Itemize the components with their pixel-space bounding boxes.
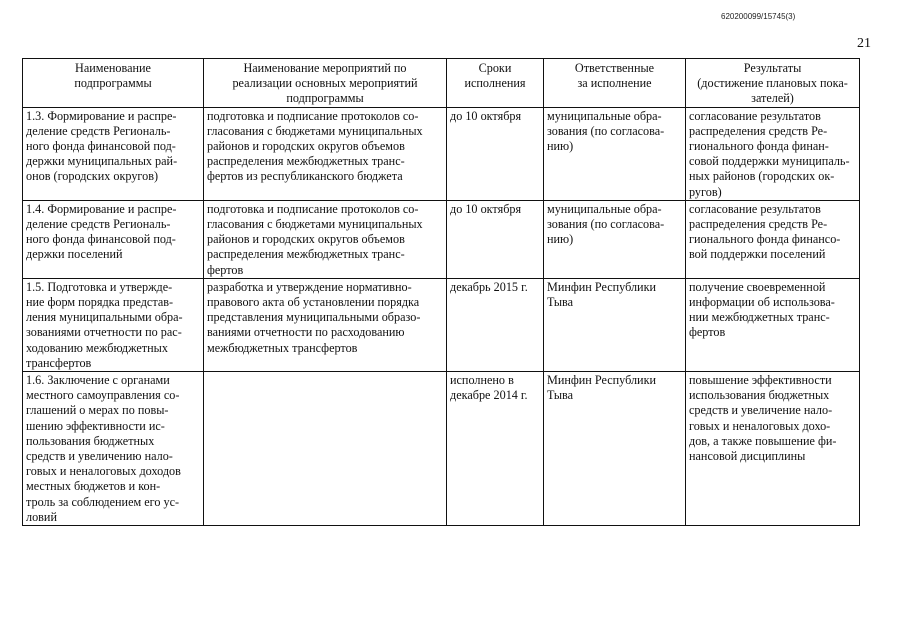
cell-results: повышение эффективности использования бюджетных средств и увеличение нало- говых и неналоговых дохо- дов, а также повышение фи- нансовой дисциплины <box>686 372 860 526</box>
document-code: 620200099/15745(3) <box>721 12 796 21</box>
cell-subprogram: 1.4. Формирование и распре- деление средств Региональ- ного фонда финансовой под- держки поселений <box>23 200 204 278</box>
cell-deadline: до 10 октября <box>447 107 544 200</box>
table-header-row <box>23 59 860 108</box>
cell-responsible: Минфин Республики Тыва <box>544 372 686 526</box>
table-row <box>23 278 860 371</box>
header-subprogram: Наименование подпрограммы <box>23 59 204 108</box>
cell-results: согласование результатов распределения средств Ре- гионального фонда финансо- вой поддержки поселений <box>686 200 860 278</box>
cell-measures <box>204 372 447 526</box>
page-number: 21 <box>857 36 871 51</box>
cell-subprogram: 1.6. Заключение с органами местного самоуправления со- глашений о мерах по повы- шению эффективности ис- пользования бюджетных средств и увеличению нало- говых и неналоговых доходов местных бюджетов и кон- троль за соблюдением его ус- ловий <box>23 372 204 526</box>
cell-subprogram: 1.3. Формирование и распре- деление средств Региональ- ного фонда финансовой под- держки муниципальных рай- онов (городских округов) <box>23 107 204 200</box>
table-row <box>23 372 860 526</box>
header-responsible: Ответственные за исполнение <box>544 59 686 108</box>
cell-results: согласование результатов распределения средств Ре- гионального фонда финан- совой поддержки муниципаль- ных районов (городских ок- ругов) <box>686 107 860 200</box>
header-measures: Наименование мероприятий по реализации основных мероприятий подпрограммы <box>204 59 447 108</box>
cell-responsible: муниципальные обра- зования (по согласова- нию) <box>544 107 686 200</box>
cell-deadline: декабрь 2015 г. <box>447 278 544 371</box>
cell-measures: разработка и утверждение нормативно- правового акта об установлении порядка представления муниципальными образо- ваниями отчетности по расходованию межбюджетных трансфертов <box>204 278 447 371</box>
cell-deadline: исполнено в декабре 2014 г. <box>447 372 544 526</box>
table-row <box>23 200 860 278</box>
cell-responsible: Минфин Республики Тыва <box>544 278 686 371</box>
table-row <box>23 107 860 200</box>
cell-responsible: муниципальные обра- зования (по согласова- нию) <box>544 200 686 278</box>
cell-measures: подготовка и подписание протоколов со- гласования с бюджетами муниципальных районов и городских округов объемов распределения межбюджетных транс- фертов <box>204 200 447 278</box>
header-results: Результаты (достижение плановых пока- зателей) <box>686 59 860 108</box>
program-table <box>22 58 860 526</box>
header-deadline: Сроки исполнения <box>447 59 544 108</box>
cell-measures: подготовка и подписание протоколов со- гласования с бюджетами муниципальных районов и городских округов объемов распределения межбюджетных транс- фертов из республиканского бюджета <box>204 107 447 200</box>
cell-results: получение своевременной информации об использова- нии межбюджетных транс- фертов <box>686 278 860 371</box>
cell-subprogram: 1.5. Подготовка и утвержде- ние форм порядка представ- ления муниципальными обра- зованиями отчетности по рас- ходованию межбюджетных трансфертов <box>23 278 204 371</box>
cell-deadline: до 10 октября <box>447 200 544 278</box>
